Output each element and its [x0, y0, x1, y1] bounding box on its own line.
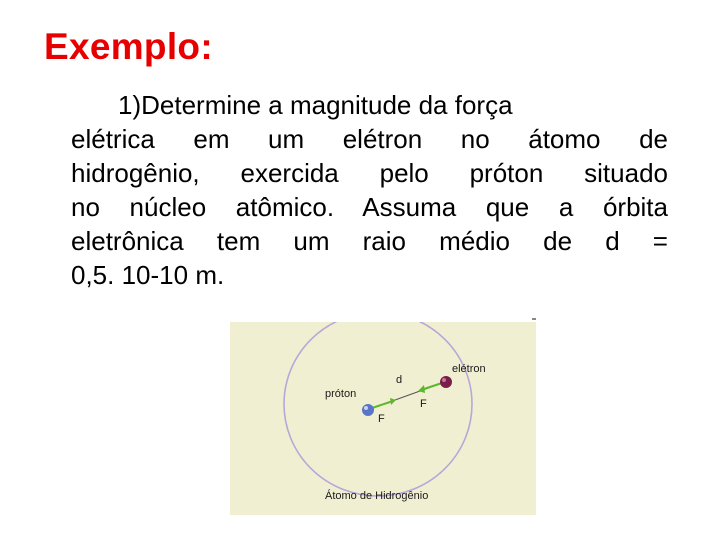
problem-line-2: elétrica em um elétron no átomo de [71, 124, 668, 154]
problem-line-6: 0,5. 10-10 m. [71, 260, 225, 290]
proton-icon [362, 404, 374, 416]
hydrogen-atom-diagram [230, 322, 536, 515]
problem-line-3: hidrogênio, exercida pelo próton situado [71, 158, 668, 188]
problem-line-5: eletrônica tem um raio médio de d = [71, 226, 668, 256]
hydrogen-atom-figure [230, 322, 536, 515]
electron-label: elétron [452, 363, 486, 375]
electron-icon [440, 376, 452, 388]
slide-title: Exemplo: [44, 26, 213, 67]
figure-corner-mark [532, 318, 536, 320]
electron-orbit [284, 322, 472, 496]
distance-label: d [396, 374, 403, 386]
problem-line-1: 1)Determine a magnitude da força [118, 90, 513, 120]
problem-line-4: no núcleo atômico. Assuma que a órbita [71, 192, 668, 222]
problem-statement [71, 88, 668, 292]
proton-label: próton [325, 388, 357, 400]
figure-caption: Átomo de Hidrogênio [325, 490, 429, 502]
force-label-electron: F [420, 398, 427, 410]
force-label-proton: F [378, 413, 385, 425]
